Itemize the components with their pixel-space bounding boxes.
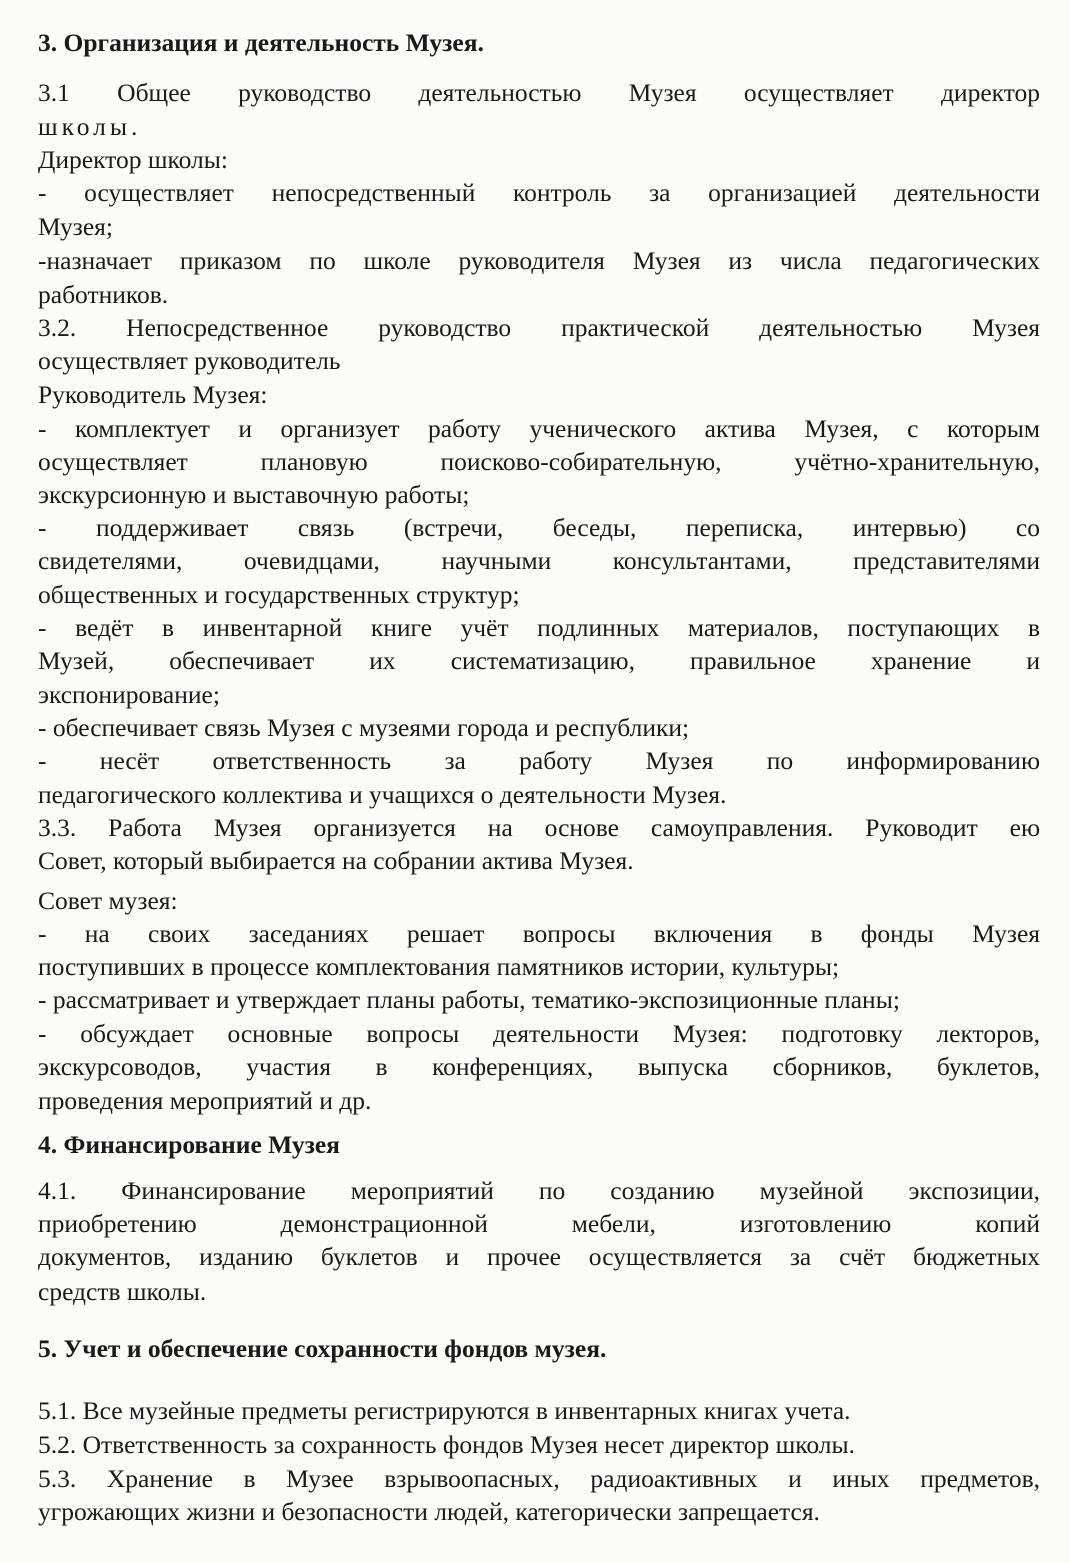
text-line: угрожающих жизни и безопасности людей, категорически запрещается. <box>38 1497 820 1526</box>
text-line: - несёт ответственность за работу Музея по информированию <box>38 746 1040 775</box>
text-line: работников. <box>38 280 169 309</box>
text-line: осуществляет плановую поисково-собирательную, учётно-хранительную, <box>38 447 1040 476</box>
text-line: 5.1. Все музейные предметы регистрируются в инвентарных книгах учета. <box>38 1396 851 1425</box>
text-line: Директор школы: <box>38 145 228 174</box>
text-line: Музея; <box>38 212 113 241</box>
text-line: Совет музея: <box>38 886 178 915</box>
text-line: 3.2. Непосредственное руководство практической деятельностью Музея <box>38 313 1040 342</box>
text-line: Руководитель Музея: <box>38 380 268 409</box>
section-heading-4: 4. Финансирование Музея <box>38 1130 340 1159</box>
text-line: экскурсионную и выставочную работы; <box>38 480 470 509</box>
text-line: - комплектует и организует работу ученического актива Музея, с которым <box>38 414 1040 443</box>
text-line: Музей, обеспечивает их систематизацию, правильное хранение и <box>38 646 1040 675</box>
text-line: приобретению демонстрационной мебели, изготовлению копий <box>38 1209 1040 1238</box>
text-line: - поддерживает связь (встречи, беседы, переписка, интервью) со <box>38 513 1040 542</box>
text-line: средств школы. <box>38 1277 207 1306</box>
text-line: 4.1. Финансирование мероприятий по созданию музейной экспозиции, <box>38 1176 1040 1205</box>
section-heading-3: 3. Организация и деятельность Музея. <box>38 28 484 57</box>
text-line: свидетелями, очевидцами, научными консультантами, представителями <box>38 546 1040 575</box>
text-line: 5.2. Ответственность за сохранность фондов Музея несет директор школы. <box>38 1430 856 1459</box>
text-line: общественных и государственных структур; <box>38 580 520 609</box>
text-line: осуществляет руководитель <box>38 346 341 375</box>
text-line: Совет, который выбирается на собрании актива Музея. <box>38 846 634 875</box>
text-line: 5.3. Хранение в Музее взрывоопасных, радиоактивных и иных предметов, <box>38 1464 1040 1493</box>
text-line: экспонирование; <box>38 680 220 709</box>
text-line: - ведёт в инвентарной книге учёт подлинных материалов, поступающих в <box>38 613 1040 642</box>
text-line: 3.1 Общее руководство деятельностью Музея осуществляет директор <box>38 78 1040 107</box>
text-line: документов, изданию буклетов и прочее осуществляется за счёт бюджетных <box>38 1242 1040 1271</box>
text-line: - рассматривает и утверждает планы работы, тематико-экспозиционные планы; <box>38 985 900 1014</box>
text-line: - осуществляет непосредственный контроль за организацией деятельности <box>38 178 1040 207</box>
text-line: школы. <box>38 112 142 141</box>
text-line: -назначает приказом по школе руководителя Музея из числа педагогических <box>38 246 1040 275</box>
text-line: проведения мероприятий и др. <box>38 1086 372 1115</box>
text-line: поступивших в процессе комплектования памятников истории, культуры; <box>38 952 840 981</box>
text-line: педагогического коллектива и учащихся о деятельности Музея. <box>38 780 727 809</box>
text-line: 3.3. Работа Музея организуется на основе самоуправления. Руководит ею <box>38 813 1040 842</box>
text-line: - обсуждает основные вопросы деятельности Музея: подготовку лекторов, <box>38 1019 1040 1048</box>
text-line: - обеспечивает связь Музея с музеями города и республики; <box>38 713 690 742</box>
text-line: экскурсоводов, участия в конференциях, выпуска сборников, буклетов, <box>38 1052 1040 1081</box>
text-line: - на своих заседаниях решает вопросы включения в фонды Музея <box>38 919 1040 948</box>
section-heading-5: 5. Учет и обеспечение сохранности фондов музея. <box>38 1334 607 1363</box>
